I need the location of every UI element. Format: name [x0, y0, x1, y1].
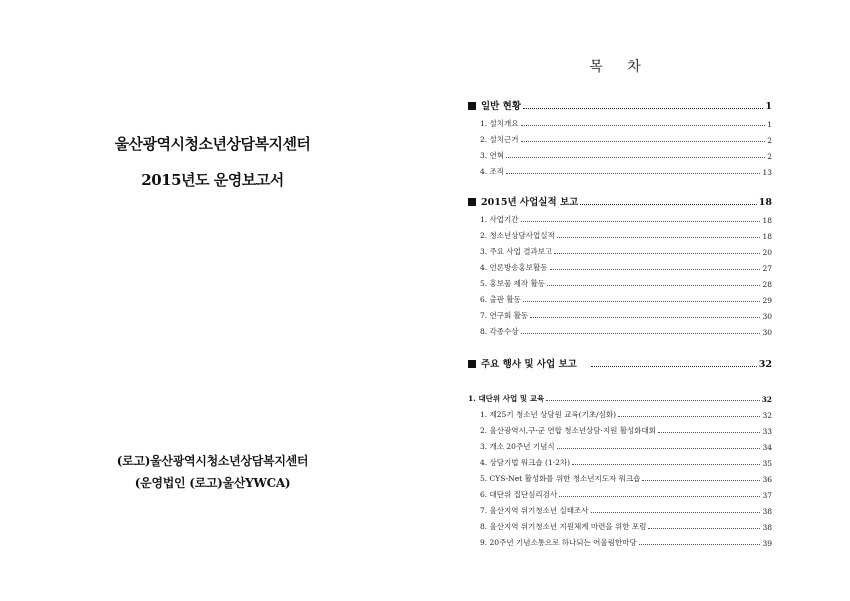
toc-item[interactable] [468, 520, 772, 532]
dot-leader [642, 479, 760, 481]
item-page: 20 [762, 248, 772, 257]
item-label: 5. CYS-Net 활성화를 위한 청소년지도자 워크숍 [480, 474, 641, 483]
operator-name-line: (운영법인 (로고)울산YWCA) [134, 476, 291, 490]
toc-item[interactable] [468, 149, 772, 161]
toc-item[interactable] [468, 488, 772, 500]
item-label: 3. 개소 20주년 기념식 [480, 442, 555, 451]
toc-item[interactable] [468, 245, 772, 257]
dot-leader [521, 140, 766, 142]
item-page: 27 [762, 264, 772, 273]
item-label: 8. 각종수상 [480, 327, 519, 336]
item-page: 30 [762, 328, 772, 337]
item-label: 6. 출판 활동 [480, 295, 521, 304]
item-page: 28 [762, 280, 772, 289]
toc-item[interactable] [468, 293, 772, 305]
item-page: 39 [762, 539, 772, 548]
item-label: 1. 제25기 청소년 상담원 교육(기초/심화) [480, 410, 617, 419]
item-label: 9. 20주년 기념소통으로 하나되는 어울림한마당 [480, 538, 637, 547]
dot-leader [648, 527, 760, 529]
section-title: 주요 행사 및 사업 보고 [481, 359, 577, 370]
item-label: 8. 울산지역 위기청소년 지원체계 마련을 위한 포럼 [480, 522, 647, 531]
dot-leader [521, 124, 766, 126]
toc-item[interactable] [468, 117, 772, 129]
item-label: 1. 사업기간 [480, 215, 519, 224]
dot-leader [580, 203, 756, 205]
item-page: 29 [762, 296, 772, 305]
dot-leader [557, 447, 761, 449]
toc-item[interactable] [468, 456, 772, 468]
center-name-line: (로고)울산광역시청소년상담복지센터 [116, 454, 309, 468]
dot-leader [521, 332, 761, 334]
item-page: 30 [762, 312, 772, 321]
toc-section-general[interactable] [468, 100, 772, 112]
item-page: 32 [762, 411, 772, 420]
section-marker-icon [468, 102, 476, 110]
item-label: 6. 대단위 집단심리검사 [480, 490, 558, 499]
item-page: 18 [762, 232, 772, 241]
dot-leader [521, 220, 761, 222]
item-page: 38 [762, 523, 772, 532]
toc-item[interactable] [468, 408, 772, 420]
item-page: 18 [762, 216, 772, 225]
dot-leader [530, 316, 760, 318]
dot-leader [523, 107, 763, 109]
item-label: 5. 홍보물 제작 활동 [480, 279, 546, 288]
toc-item[interactable] [468, 165, 772, 177]
toc-item[interactable] [468, 277, 772, 289]
item-label: 3. 주요 사업 결과보고 [480, 247, 553, 256]
section-page: 32 [758, 359, 772, 370]
toc-item[interactable] [468, 309, 772, 321]
toc-item[interactable] [468, 440, 772, 452]
item-label: 2. 설치근거 [480, 135, 519, 144]
report-year-title: 2015년도 운영보고서 [141, 171, 284, 189]
toc-item[interactable] [468, 504, 772, 516]
dot-leader [554, 252, 760, 254]
toc-item[interactable] [468, 325, 772, 337]
item-page: 13 [762, 168, 772, 177]
item-label: 4. 상담기법 워크숍 (1·2차) [480, 458, 571, 467]
item-label: 1. 설치개요 [480, 119, 519, 128]
item-page: 33 [762, 427, 772, 436]
dot-leader [591, 511, 761, 513]
dot-leader [618, 415, 760, 417]
toc-section-2015-results[interactable] [468, 196, 772, 208]
item-page: 34 [762, 443, 772, 452]
dot-leader [546, 399, 759, 401]
toc-item[interactable] [468, 133, 772, 145]
section-page: 1 [765, 101, 772, 112]
section-page: 18 [758, 197, 772, 208]
item-page: 1 [767, 120, 772, 129]
item-page: 35 [762, 459, 772, 468]
dot-leader [557, 236, 761, 238]
dot-leader [506, 172, 760, 174]
toc-section-major-events[interactable] [468, 358, 772, 370]
dot-leader [550, 268, 761, 270]
dot-leader [639, 543, 761, 545]
section-title: 2015년 사업실적 보고 [481, 197, 579, 208]
dot-leader [591, 365, 757, 367]
toc-item[interactable] [468, 424, 772, 436]
subsection-page: 32 [761, 395, 772, 404]
toc-subsection[interactable] [468, 392, 772, 404]
item-label: 2. 울산광역시,구·군 연합 청소년상담·지원 활성화대회 [480, 426, 656, 435]
item-label: 7. 울산지역 위기청소년 실태조사 [480, 506, 589, 515]
toc-item[interactable] [468, 213, 772, 225]
toc-item[interactable] [468, 261, 772, 273]
section-marker-icon [468, 198, 476, 206]
dot-leader [506, 156, 765, 158]
toc-item[interactable] [468, 536, 772, 548]
subsection-title: 1. 대단위 사업 및 교육 [468, 394, 545, 403]
dot-leader [523, 300, 761, 302]
section-marker-icon [468, 360, 476, 368]
dot-leader [658, 431, 760, 433]
item-page: 2 [767, 136, 772, 145]
toc-item[interactable] [468, 229, 772, 241]
item-label: 3. 연혁 [480, 151, 505, 160]
item-page: 2 [767, 152, 772, 161]
item-page: 36 [762, 475, 772, 484]
item-label: 7. 연구회 활동 [480, 311, 529, 320]
dot-leader [547, 284, 760, 286]
item-label: 2. 청소년상담사업실적 [480, 231, 555, 240]
item-page: 38 [762, 507, 772, 516]
item-page: 37 [762, 491, 772, 500]
toc-heading: 목 차 [589, 59, 651, 75]
section-title: 일반 현황 [481, 101, 522, 112]
report-org-title: 울산광역시청소년상담복지센터 [114, 135, 311, 153]
item-label: 4. 조직 [480, 167, 505, 176]
item-label: 4. 언론방송홍보활동 [480, 263, 548, 272]
dot-leader [572, 463, 760, 465]
toc-item[interactable] [468, 472, 772, 484]
dot-leader [559, 495, 760, 497]
